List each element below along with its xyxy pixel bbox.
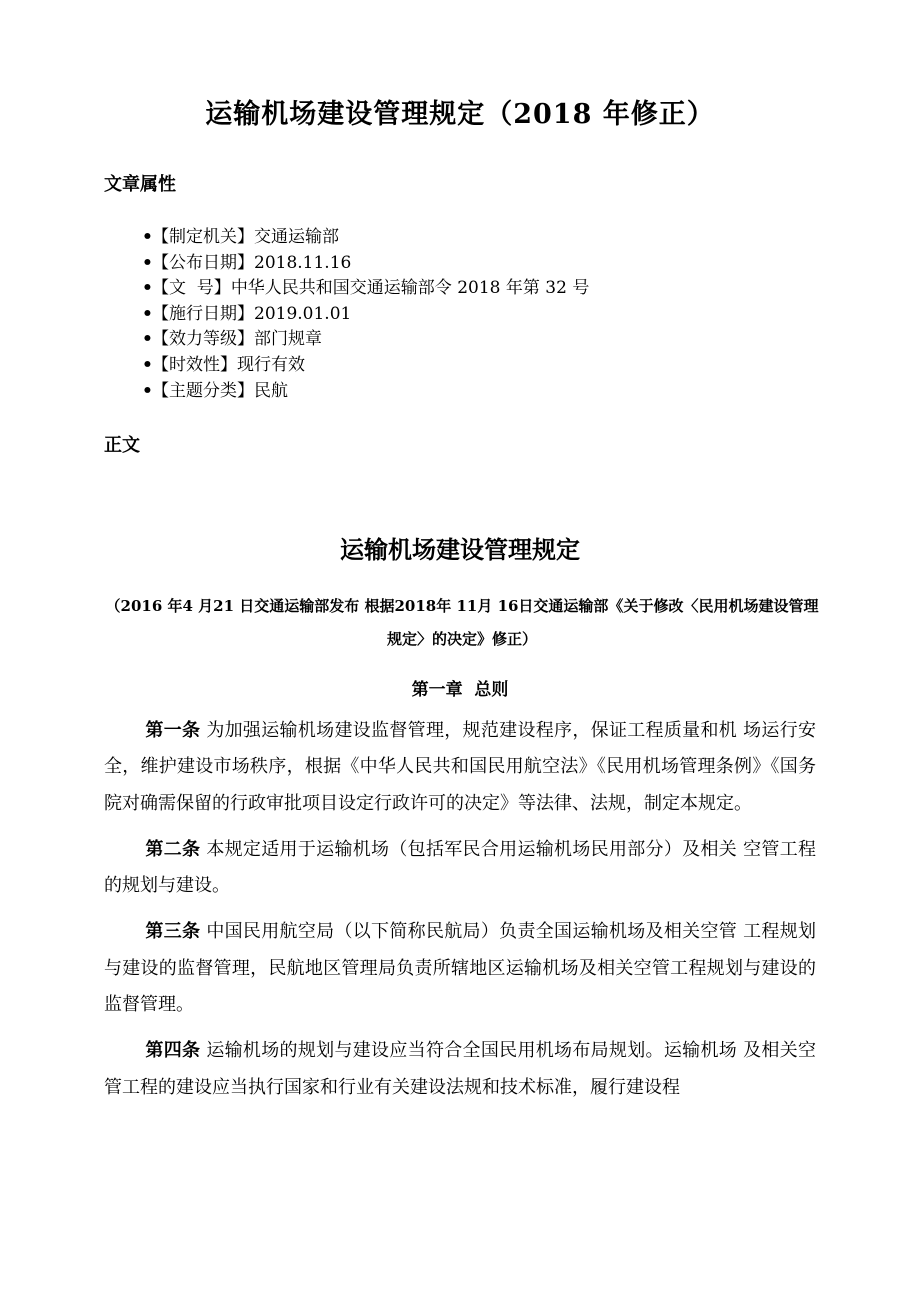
attribute-value: 部门规章 [254, 329, 322, 350]
attribute-key: 【文 号】 [152, 278, 231, 299]
attribute-key: 【施行日期】 [152, 303, 254, 324]
bullet-icon: • [142, 278, 153, 299]
article-text: 本规定适用于运输机场（包括军民合用运输机场民用部分）及相关 空管工程的规划与建设。 [104, 838, 816, 897]
article-number: 第二条 [145, 838, 201, 860]
attribute-item [142, 353, 589, 379]
attribute-item [142, 302, 589, 328]
attribute-key: 【时效性】 [152, 354, 237, 375]
articles-body [104, 713, 816, 1116]
article-paragraph [104, 1033, 816, 1106]
chapter-heading: 第一章 总则 [411, 680, 509, 700]
attribute-item [142, 251, 589, 277]
attribute-value: 民航 [254, 380, 288, 401]
attribute-item [142, 379, 589, 405]
article-paragraph [104, 713, 816, 822]
article-number: 第三条 [145, 921, 201, 943]
bullet-icon: • [142, 227, 153, 247]
attribute-value: 2019.01.01 [254, 303, 352, 324]
article-text: 为加强运输机场建设监督管理，规范建设程序，保证工程质量和机 场运行安全，维护建设市场秩序，根据《中华人民共和国民用航空法》《民用机场管理条例》《国务院对确需保留的行政审批项目设定行政许可的决定》等法律、法规，制定本规定。 [104, 720, 816, 814]
attributes-heading: 文章属性 [104, 174, 176, 195]
attribute-value: 交通运输部 [254, 227, 339, 247]
attribute-key: 【公布日期】 [152, 252, 254, 273]
attribute-item [142, 327, 589, 353]
bullet-icon: • [142, 380, 153, 401]
regulation-title: 运输机场建设管理规定 [340, 535, 580, 564]
attribute-value: 2018.11.16 [254, 252, 352, 273]
article-text: 中国民用航空局（以下简称民航局）负责全国运输机场及相关空管 工程规划与建设的监督管理，民航地区管理局负责所辖地区运输机场及相关空管工程规划与建设的监督管理。 [104, 921, 816, 1016]
article-number: 第四条 [145, 1040, 201, 1062]
regulation-subtitle: （2016 年4 月21 日交通运输部发布 根据2018年 11月 16日交通运输部《关于修改〈民用机场建设管理规定〉的决定》修正） [105, 597, 819, 648]
body-heading: 正文 [104, 435, 140, 456]
attribute-key: 【效力等级】 [152, 329, 254, 350]
attribute-value: 现行有效 [237, 354, 305, 375]
article-number: 第一条 [145, 720, 201, 741]
bullet-icon: • [142, 354, 153, 375]
article-text: 运输机场的规划与建设应当符合全国民用机场布局规划。运输机场 及相关空管工程的建设应当执行国家和行业有关建设法规和技术标准，履行建设程 [104, 1040, 816, 1098]
attribute-value: 中华人民共和国交通运输部令 2018 年第 32 号 [230, 278, 590, 299]
bullet-icon: • [142, 252, 153, 273]
attributes-list [142, 225, 589, 404]
article-paragraph [104, 832, 816, 905]
article-paragraph [104, 914, 816, 1023]
attribute-item [142, 276, 589, 302]
attribute-key: 【主题分类】 [152, 380, 254, 401]
attribute-item [142, 225, 589, 251]
bullet-icon: • [142, 329, 153, 350]
document-title: 运输机场建设管理规定（2018 年修正） [205, 99, 715, 130]
bullet-icon: • [142, 303, 153, 324]
attribute-key: 【制定机关】 [152, 227, 254, 247]
